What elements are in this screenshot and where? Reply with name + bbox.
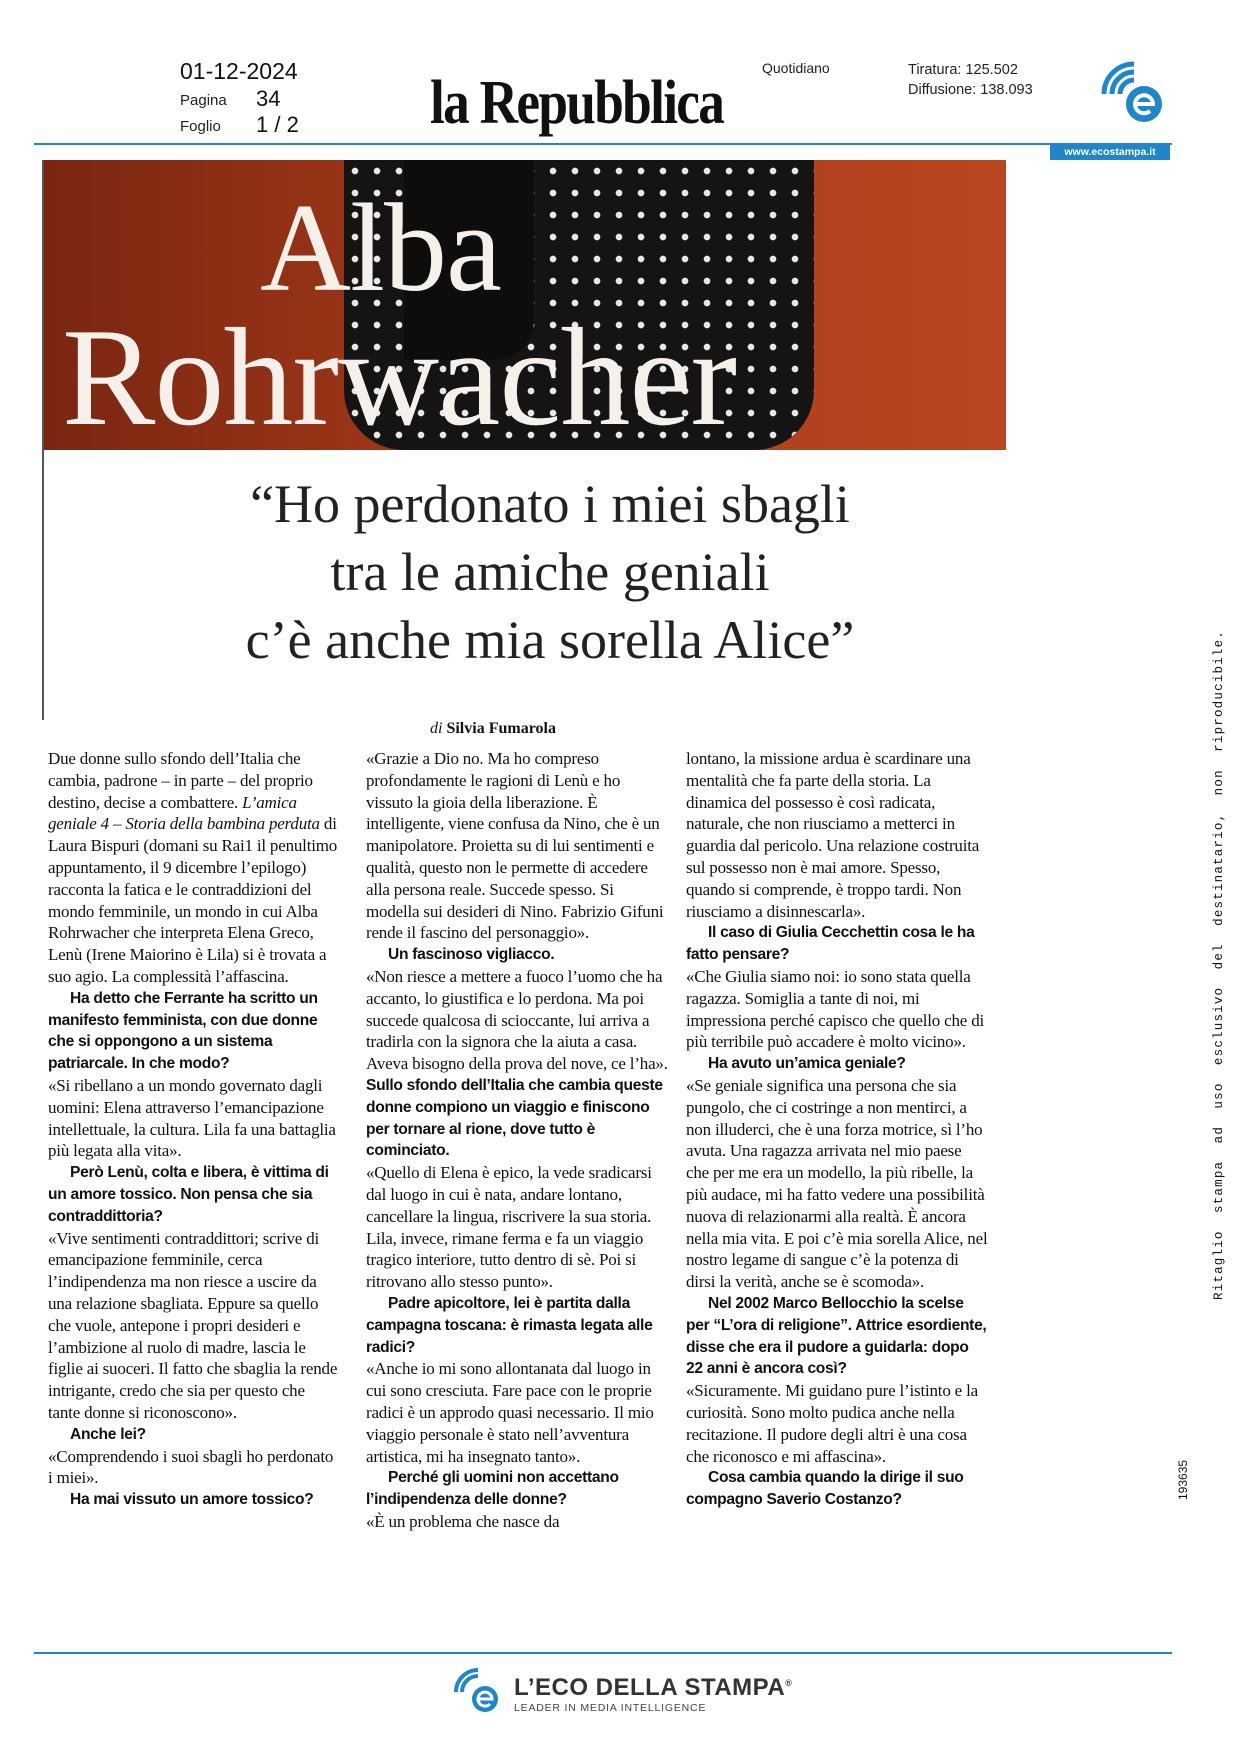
interview-question: Ha mai vissuto un amore tossico? <box>70 1491 314 1509</box>
interview-question: Ha avuto un’amica geniale? <box>708 1055 906 1073</box>
interview-answer: «È un problema che nasce da <box>366 1511 560 1531</box>
pagina-value: 34 <box>256 86 281 111</box>
interview-question: Anche lei? <box>70 1425 146 1443</box>
byline-prefix: di <box>430 720 443 737</box>
headline-quote <box>130 470 970 674</box>
circulation-info <box>908 60 1033 100</box>
pagina-label: Pagina <box>180 92 227 109</box>
interview-question: Un fascinoso vigliacco. <box>388 946 555 964</box>
interview-answer: «Comprendendo i suoi sbagli ho perdonato i miei». <box>48 1446 334 1488</box>
ecostampa-url[interactable]: www.ecostampa.it <box>1050 144 1170 160</box>
interview-answer: lontano, la missione ardua è scardinare una mentalità che fa parte della storia. La dinamica del possesso è così radicata, naturale, che non riusciamo a metterci in guardia dal pericolo. Una relazione costruita sul possesso non è mai amore. Spesso, quando si comprende, è troppo tardi. Non riusciamo a disinnescarla». <box>686 749 980 921</box>
byline-author: Silvia Fumarola <box>446 720 556 737</box>
interview-answer: «Vive sentimenti contraddittori; scrive di emancipazione femminile, cerca l’indipendenza ma non riesce a uscire da una relazione sbagliata. Eppure sa quello che vuole, antepone i propri desideri e l’ambizione al ruolo di madre, lascia le figlie ai suoceri. Il fatto che sbaglia la rende intrigante, credo che sia per questo che tante donne si riconoscono». <box>48 1228 338 1422</box>
interview-question: Perché gli uomini non accettano l’indipendenza delle donne? <box>366 1469 619 1509</box>
header-divider <box>34 143 1172 145</box>
article-column-1 <box>48 748 338 1628</box>
interview-question: Padre apicoltore, lei è partita dalla campagna toscana: è rimasta legata alle radici? <box>366 1294 653 1356</box>
interview-answer: «Se geniale significa una persona che sia pungolo, che ci costringe a non mentirci, a non illuderci, che è una forza motrice, sì l’ho avuta. Una ragazza arrivata nel mio paese che per me era un modello, la più ribelle, la più audace, mi ha fatto vedere una possibilità nuova di relazionarmi alla realtà. È ancora nella mia vita. E poi c’è mia sorella Alice, nel nostro legame di sangue c’è la potenza di dirsi la verità, anche se è scomoda». <box>686 1075 988 1292</box>
footer-tagline: LEADER IN MEDIA INTELLIGENCE <box>514 1702 707 1714</box>
interview-answer: «Quello di Elena è epico, la vede sradicarsi dal luogo in cui è nata, andare lontano, cancellare la lingua, riscrivere la sua storia. Lila, invece, rimane ferma e fa un viaggio tragico interiore, tutto dentro di sè. Poi si ritrovano allo stesso punto». <box>366 1163 652 1292</box>
footer-brand: L’ECO DELLA STAMPA® <box>514 1674 793 1701</box>
article-column-2 <box>366 748 668 1628</box>
foglio-value: 1 / 2 <box>256 112 299 137</box>
copyright-notice: Ritaglio stampa ad uso esclusivo del destinatario, non riproducibile. <box>1212 630 1226 1300</box>
interview-answer: «Si ribellano a un mondo governato dagli uomini: Elena attraverso l’emancipazione intellettuale, la cultura. Lila fa una battaglia più legata alla vita». <box>48 1075 336 1161</box>
intro-paragraph: Due donne sullo sfondo dell’Italia che cambia, padrone – in parte – del proprio destino, decise a combattere. L’amica geniale 4 – Storia della bambina perduta di Laura Bispuri (domani su Rai1 il penultimo appuntamento, il 9 dicembre l’epilogo) racconta la fatica e le contraddizioni del mondo femminile, un mondo in cui Alba Rohrwacher che interpreta Elena Greco, Lenù (Irene Maiorino è Lila) si è trovata a suo agio. La complessità l’affascina. <box>48 749 338 986</box>
interview-answer: «Sicuramente. Mi guidano pure l’istinto e la curiosità. Sono molto pudica anche nella recitazione. Il pudore degli altri è una cosa che riconosco e mi affascina». <box>686 1381 978 1466</box>
interview-question: Nel 2002 Marco Bellocchio la scelse per “L’ora di religione”. Attrice esordiente, disse che era il pudore a guidarla: dopo 22 anni è ancora così? <box>686 1294 987 1378</box>
foglio-label: Foglio <box>180 118 221 135</box>
footer-divider <box>34 1652 1172 1654</box>
newspaper-masthead: la Repubblica <box>430 69 724 137</box>
left-margin-rule <box>42 160 44 720</box>
interview-question: Ha detto che Ferrante ha scritto un manifesto femminista, con due donne che si oppongono a un sistema patriarcale. In che modo? <box>48 989 318 1073</box>
tiratura-text: Tiratura: 125.502 <box>908 62 1018 78</box>
headline-line: c’è anche mia sorella Alice” <box>245 610 855 670</box>
registered-mark: ® <box>785 1678 793 1688</box>
periodicity-label: Quotidiano <box>762 60 830 76</box>
diffusione-text: Diffusione: 138.093 <box>908 82 1033 98</box>
interview-question: Sullo sfondo dell’Italia che cambia queste donne compiono un viaggio e finiscono per tornare al rione, dove tutto è cominciato. <box>366 1076 663 1160</box>
interview-answer: «Anche io mi sono allontanata dal luogo in cui sono cresciuta. Fare pace con le proprie radici è un approdo quasi necessario. Il mio viaggio personale è stato nell’avventura artistica, mi ha insegnato tanto». <box>366 1359 654 1466</box>
eco-della-stampa-logo-icon <box>452 1666 504 1718</box>
interview-question: Il caso di Giulia Cecchettin cosa le ha fatto pensare? <box>686 924 975 964</box>
series-title: L’amica geniale 4 – Storia della bambina perduta <box>48 792 320 834</box>
byline <box>430 720 556 738</box>
interview-answer: «Che Giulia siamo noi: io sono stata quella ragazza. Somiglia a tante di noi, mi impressiona perché capisco che quello che di più terribile può accadere è molto vicino». <box>686 966 985 1052</box>
hero-name-first: Alba <box>260 179 501 318</box>
interview-answer: «Grazie a Dio no. Ma ho compreso profondamente le ragioni di Lenù e ho vissuto la gioia della liberazione. È intelligente, viene confusa da Nino, che è un manipolatore. Proietta su di lui sentimenti e qualità, questo non le permette di accedere alla persona reale. Succede spesso. Si modella sui desideri di Nino. Fabrizio Gifuni rende il fascino del personaggio». <box>366 749 664 943</box>
interview-question: Però Lenù, colta e libera, è vittima di un amore tossico. Non pensa che sia contraddittoria? <box>48 1164 329 1225</box>
ecostampa-logo-icon <box>1098 58 1170 130</box>
headline-line: tra le amiche geniali <box>330 542 770 602</box>
article-column-3 <box>686 748 988 1628</box>
clipping-code: 193635 <box>1176 1459 1190 1500</box>
issue-date: 01-12-2024 <box>180 58 298 84</box>
interview-answer: «Non riesce a mettere a fuoco l’uomo che ha accanto, lo giustifica e lo perdona. Ma poi succede qualcosa di scioccante, lui arriva a tradirla con la signora che la aiuta a casa. Aveva bisogno della prova del nove, ce l’ha». <box>366 966 668 1074</box>
headline-line: “Ho perdonato i miei sbagli <box>250 474 850 534</box>
hero-name-last: Rohrwacher <box>62 300 737 455</box>
interview-question: Cosa cambia quando la dirige il suo compagno Saverio Costanzo? <box>686 1469 964 1509</box>
